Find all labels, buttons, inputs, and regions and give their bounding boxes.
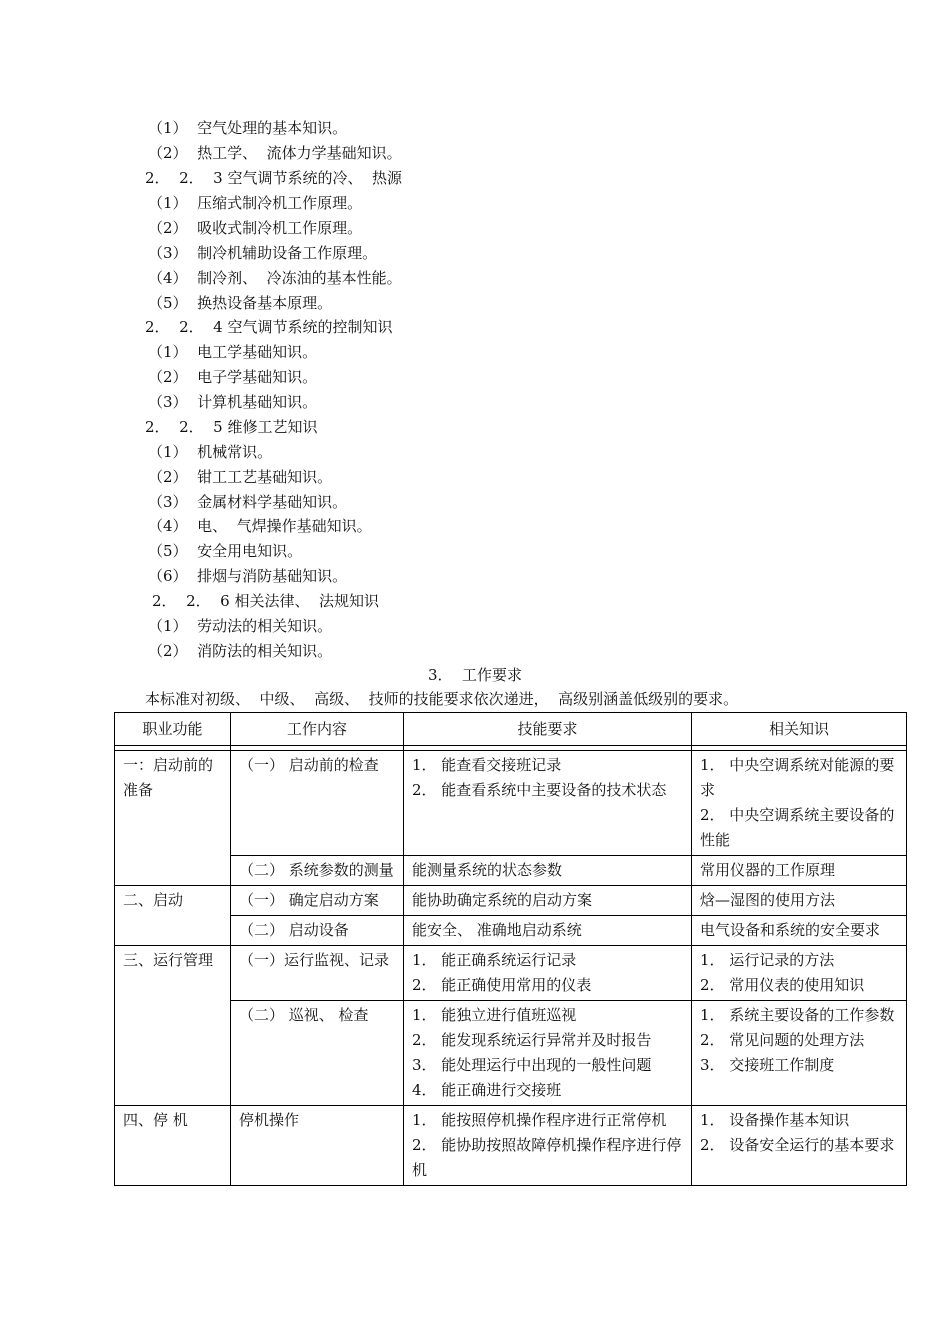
list-item: （1） 压缩式制冷机工作原理。 — [148, 194, 363, 212]
content-cell: 停机操作 — [231, 1106, 404, 1186]
list-item: （2） 钳工工艺基础知识。 — [148, 468, 333, 486]
subsection-heading: 2． 2． 5 维修工艺知识 — [145, 418, 318, 436]
list-item: （2） 消防法的相关知识。 — [148, 642, 333, 660]
list-item: （2） 吸收式制冷机工作原理。 — [148, 219, 363, 237]
subsection-heading: 2． 2． 3 空气调节系统的冷、 热源 — [145, 169, 403, 187]
table-row — [115, 946, 907, 1001]
skill-item: 1． 能独立进行值班巡视 — [412, 1006, 577, 1024]
table-row — [115, 1001, 907, 1106]
skills-cell — [404, 946, 692, 1001]
list-item: （1） 电工学基础知识。 — [148, 343, 318, 361]
list-item: （5） 换热设备基本原理。 — [148, 294, 333, 312]
header-knowledge: 相关知识 — [692, 713, 907, 746]
header-content: 工作内容 — [231, 713, 404, 746]
knowledge-item: 3． 交接班工作制度 — [700, 1056, 835, 1074]
function-cell: 三、运行管理 — [115, 946, 231, 1106]
knowledge-cell — [692, 751, 907, 856]
table-row — [115, 1106, 907, 1186]
knowledge-item: 1． 运行记录的方法 — [700, 951, 835, 969]
header-skills: 技能要求 — [404, 713, 692, 746]
content-cell: （二） 巡视、 检查 — [231, 1001, 404, 1106]
knowledge-item: 2． 设备安全运行的基本要求 — [700, 1136, 895, 1154]
function-cell: 四、停 机 — [115, 1106, 231, 1186]
list-item: （3） 金属材料学基础知识。 — [148, 493, 348, 511]
list-item: （1） 机械常识。 — [148, 443, 273, 461]
list-item: （5） 安全用电知识。 — [148, 542, 303, 560]
section-title: 3． 工作要求 — [427, 666, 523, 684]
list-item: （3） 计算机基础知识。 — [148, 393, 318, 411]
knowledge-cell — [692, 946, 907, 1001]
table-row — [115, 886, 907, 916]
skills-cell: 能安全、 准确地启动系统 — [404, 916, 692, 946]
skills-cell — [404, 751, 692, 856]
skill-item: 3． 能处理运行中出现的一般性问题 — [412, 1056, 652, 1074]
function-cell: 二、启动 — [115, 886, 231, 946]
skills-cell: 能测量系统的状态参数 — [404, 856, 692, 886]
table-row — [115, 856, 907, 886]
skills-cell — [404, 1106, 692, 1186]
table-row — [115, 916, 907, 946]
skill-item: 1． 能按照停机操作程序进行正常停机 — [412, 1111, 667, 1129]
list-item: （2） 热工学、 流体力学基础知识。 — [148, 144, 402, 162]
table-header-row — [115, 713, 907, 746]
list-item: （3） 制冷机辅助设备工作原理。 — [148, 244, 378, 262]
content-cell: （二） 系统参数的测量 — [231, 856, 404, 886]
knowledge-cell — [692, 1106, 907, 1186]
knowledge-cell: 常用仪器的工作原理 — [692, 856, 907, 886]
list-item: （2） 电子学基础知识。 — [148, 368, 318, 386]
knowledge-cell: 焓—湿图的使用方法 — [692, 886, 907, 916]
subsection-heading: 2． 2． 4 空气调节系统的控制知识 — [145, 318, 393, 336]
intro-paragraph: 本标准对初级、 中级、 高级、 技师的技能要求依次递进， 高级别涵盖低级别的要求。 — [145, 690, 739, 708]
knowledge-item: 1． 中央空调系统对能源的要求 — [700, 756, 895, 799]
subsection-heading: 2． 2． 6 相关法律、 法规知识 — [152, 592, 380, 610]
knowledge-item: 2． 常用仪表的使用知识 — [700, 976, 865, 994]
knowledge-item: 2． 中央空调系统主要设备的性能 — [700, 806, 895, 849]
table-row — [115, 751, 907, 856]
function-cell: 一：启动前的准备 — [115, 751, 231, 886]
list-item: （1） 空气处理的基本知识。 — [148, 119, 348, 137]
skill-item: 2． 能发现系统运行异常并及时报告 — [412, 1031, 652, 1049]
skill-item: 1． 能正确系统运行记录 — [412, 951, 577, 969]
content-cell: （二） 启动设备 — [231, 916, 404, 946]
list-item: （1） 劳动法的相关知识。 — [148, 617, 333, 635]
skill-item: 2． 能协助按照故障停机操作程序进行停机 — [412, 1136, 682, 1179]
list-item: （4） 电、 气焊操作基础知识。 — [148, 517, 372, 535]
list-item: （6） 排烟与消防基础知识。 — [148, 567, 348, 585]
skill-item: 2． 能正确使用常用的仪表 — [412, 976, 592, 994]
skill-item: 4． 能正确进行交接班 — [412, 1081, 562, 1099]
knowledge-item: 1． 设备操作基本知识 — [700, 1111, 850, 1129]
header-function: 职业功能 — [115, 713, 231, 746]
requirements-table — [114, 712, 907, 1186]
knowledge-item: 2． 常见问题的处理方法 — [700, 1031, 865, 1049]
content-cell: （一）运行监视、记录 — [231, 946, 404, 1001]
list-item: （4） 制冷剂、 冷冻油的基本性能。 — [148, 269, 402, 287]
knowledge-cell — [692, 1001, 907, 1106]
skills-cell — [404, 1001, 692, 1106]
skill-item: 2． 能查看系统中主要设备的技术状态 — [412, 781, 667, 799]
content-cell: （一） 启动前的检查 — [231, 751, 404, 856]
skill-item: 1． 能查看交接班记录 — [412, 756, 562, 774]
content-cell: （一） 确定启动方案 — [231, 886, 404, 916]
knowledge-cell: 电气设备和系统的安全要求 — [692, 916, 907, 946]
skills-cell: 能协助确定系统的启动方案 — [404, 886, 692, 916]
knowledge-item: 1． 系统主要设备的工作参数 — [700, 1006, 895, 1024]
